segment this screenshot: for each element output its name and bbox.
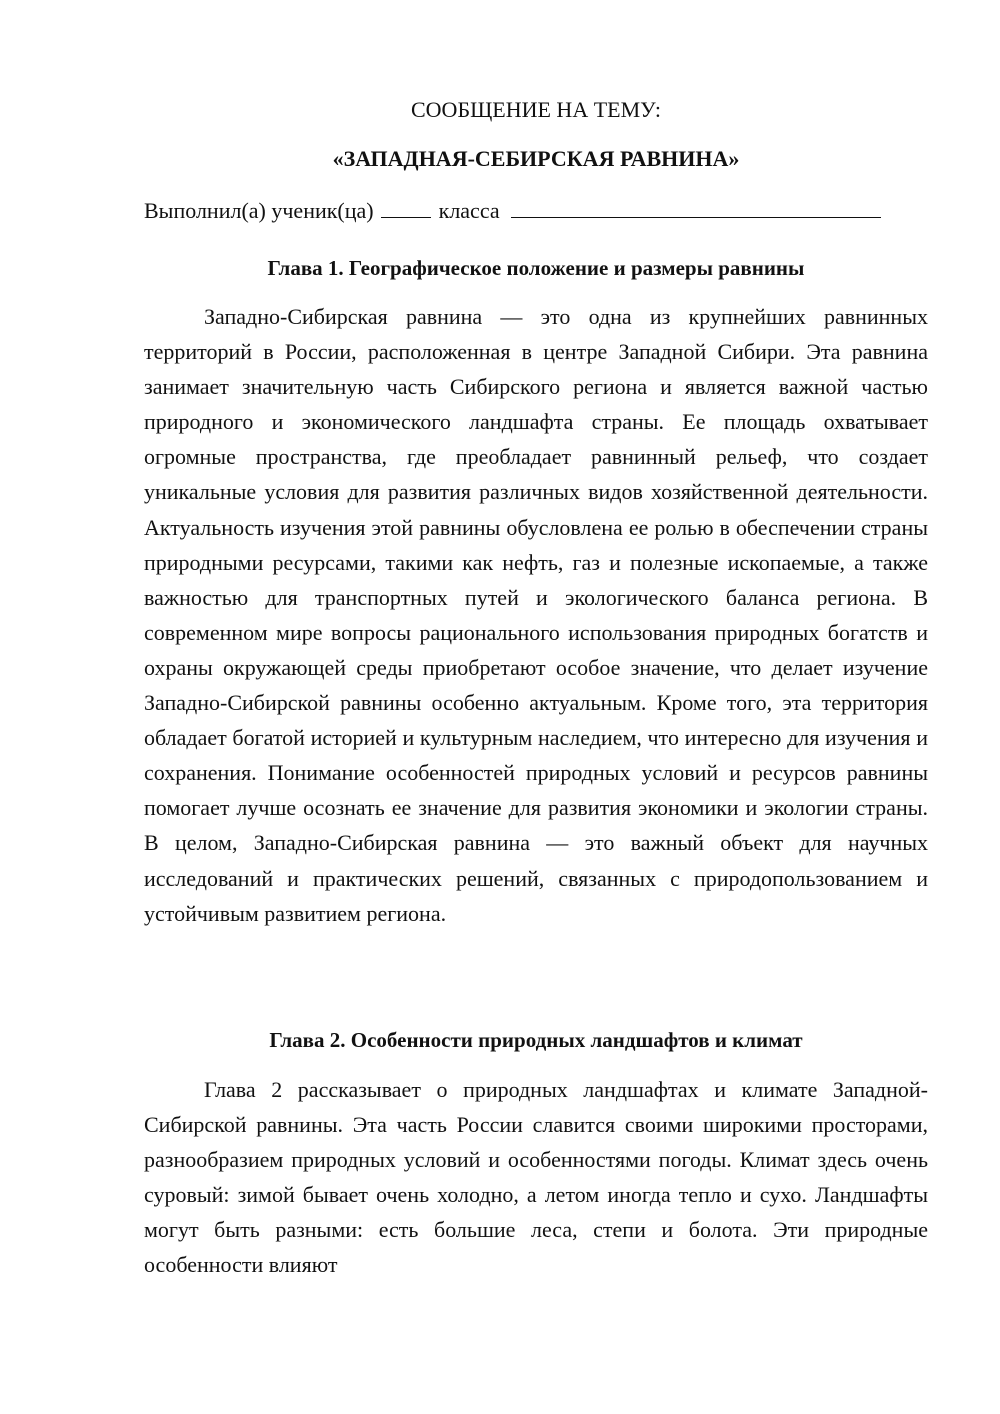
signature-line — [144, 197, 928, 225]
grade-blank — [381, 197, 431, 218]
signature-prefix: Выполнил(а) ученик(ца) — [144, 198, 374, 223]
chapter-1-heading: Глава 1. Географическое положение и размеры равнины — [267, 256, 805, 280]
chapter-1-paragraph: Западно-Сибирская равнина — это одна из крупнейших равнинных территорий в России, расположенная в центре Западной Сибири. Эта равнина занимает значительную часть Сибирского региона и является важной частью природного и экономического ландшафта страны. Ее площадь охватывает огромные пространства, где преобладает равнинный рельеф, что создает уникальные условия для развития различных видов хозяйственной деятельности. Актуальность изучения этой равнины обусловлена ее ролью в обеспечении страны природными ресурсами, такими как нефть, газ и полезные ископаемые, а также важностью для транспортных путей и экологического баланса региона. В современном мире вопросы рационального использования природных богатств и охраны окружающей среды приобретают особое значение, что делает изучение Западно-Сибирской равнины особенно актуальным. Кроме того, эта территория обладает богатой историей и культурным наследием, что интересно для изучения и сохранения. Понимание особенностей природных условий и ресурсов равнины помогает лучше осознать ее значение для развития экономики и экологии страны. В целом, Западно-Сибирская равнина — это важный объект для научных исследований и практических решений, связанных с природопользованием и устойчивым развитием региона. — [144, 304, 928, 926]
chapter-2-heading: Глава 2. Особенности природных ландшафтов и климат — [269, 1028, 803, 1052]
class-name-blank — [511, 197, 881, 218]
document-title-topic: «ЗАПАДНАЯ-СЕБИРСКАЯ РАВНИНА» — [332, 146, 740, 171]
chapter-2-paragraph: Глава 2 рассказывает о природных ландшафтах и климате Западной-Сибирской равнины. Эта часть России славится своими широкими просторами, разнообразием природных условий и особенностями погоды. Климат здесь очень суровый: зимой бывает очень холодно, а летом иногда тепло и сухо. Ландшафты могут быть разными: есть большие леса, степи и болота. Эти природные особенности влияют — [144, 1077, 928, 1278]
document-title-line-1: СООБЩЕНИЕ НА ТЕМУ: — [411, 97, 661, 122]
signature-class-label: класса — [438, 198, 500, 223]
